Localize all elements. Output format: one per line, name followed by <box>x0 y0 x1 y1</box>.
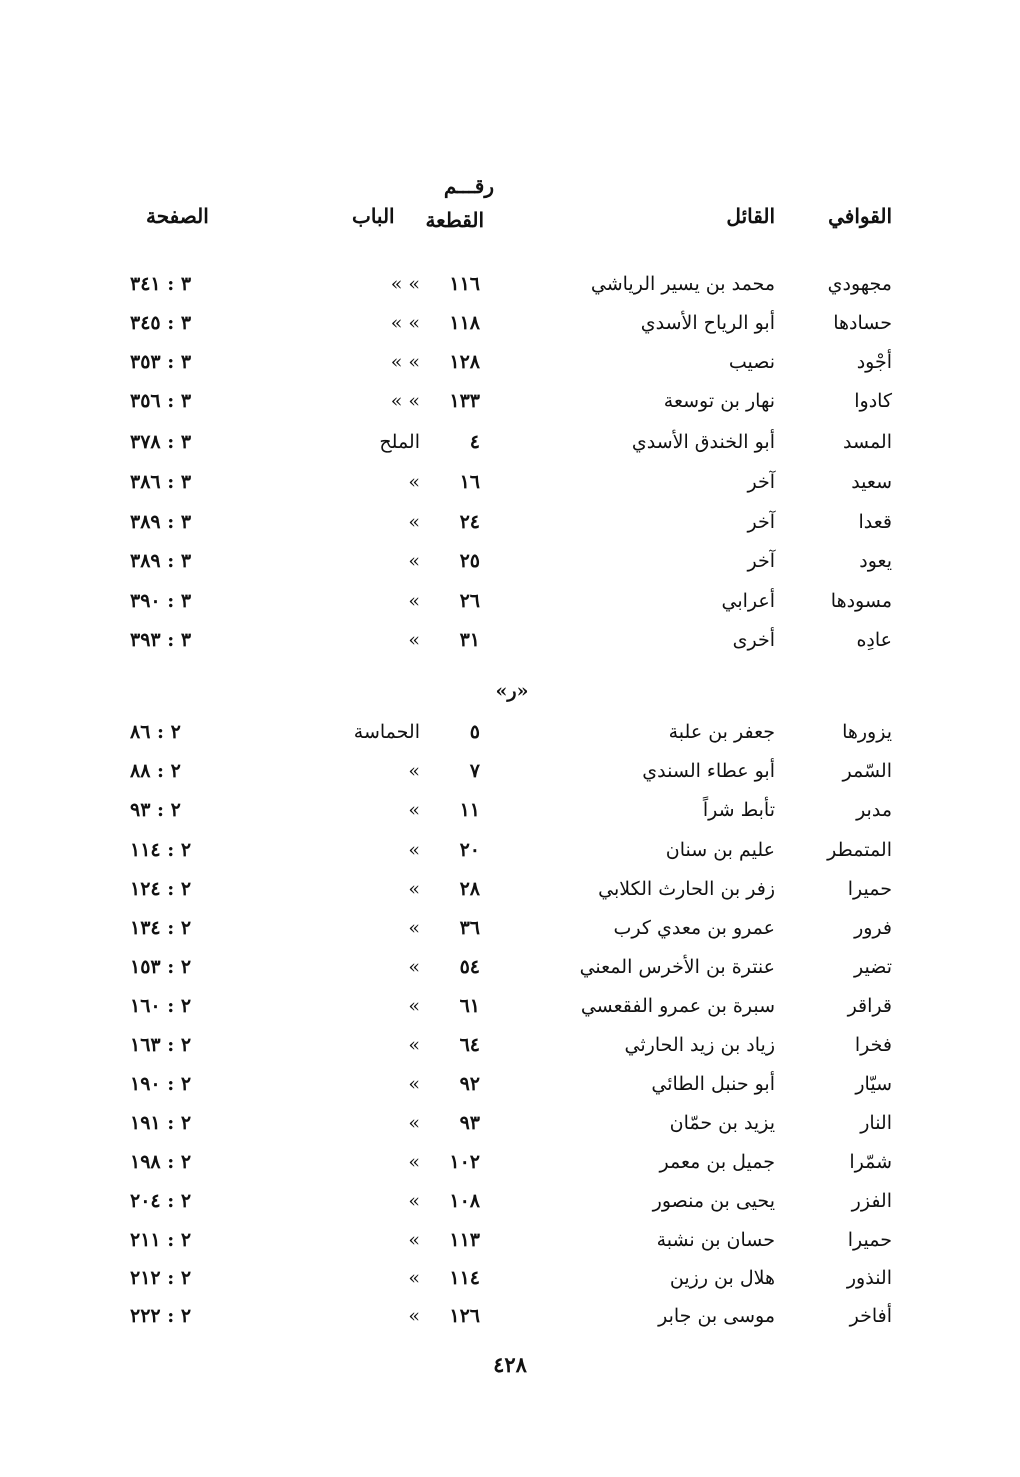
row-number: ٤ <box>469 431 480 453</box>
row-qafiya: سيّار <box>855 1073 892 1095</box>
row-qafiya: حميرا <box>847 1229 892 1251</box>
row-qail: آخر <box>747 511 775 533</box>
row-qail: عليم بن سنان <box>665 839 775 861</box>
row-number: ٣١ <box>459 629 480 651</box>
row-bab: » <box>408 878 420 900</box>
row-number: ٥٤ <box>459 956 480 978</box>
row-qafiya: أفاخر <box>849 1305 892 1327</box>
row-page: ٢ : ١٢٤ <box>130 878 192 900</box>
row-number: ٢٥ <box>459 550 480 572</box>
row-qail: أبو عطاء السندي <box>642 760 775 782</box>
row-qail: عمرو بن معدي كرب <box>613 917 775 939</box>
row-qail: يحيى بن منصور <box>652 1190 775 1212</box>
row-number: ١٣٣ <box>449 390 480 412</box>
row-bab: » » <box>390 273 420 295</box>
row-bab: » » <box>390 312 420 334</box>
row-bab: » <box>408 629 420 651</box>
row-number: ٦١ <box>459 995 480 1017</box>
row-bab: الحماسة <box>353 721 420 743</box>
header-qafiya: القوافي <box>828 204 892 228</box>
row-qafiya: النار <box>860 1112 892 1134</box>
row-page: ٢ : ١٩٨ <box>130 1151 192 1173</box>
row-page: ٢ : ١٥٣ <box>130 956 192 978</box>
row-number: ٢٦ <box>459 590 480 612</box>
row-number: ١١٨ <box>449 312 480 334</box>
row-page: ٢ : ١٣٤ <box>130 917 192 939</box>
row-qail: أخرى <box>732 629 775 651</box>
row-bab: » <box>408 760 420 782</box>
row-qail: آخر <box>747 550 775 572</box>
row-qail: نصيب <box>728 351 775 373</box>
row-bab: » » <box>390 390 420 412</box>
row-qafiya: فرور <box>854 917 892 939</box>
row-bab: » <box>408 471 420 493</box>
row-page: ٢ : ٨٦ <box>130 721 181 743</box>
row-qafiya: يعود <box>859 550 892 572</box>
row-qafiya: قعدا <box>858 511 892 533</box>
row-qafiya: حسادها <box>833 312 892 334</box>
row-qafiya: يزورها <box>842 721 892 743</box>
row-qail: موسى بن جابر <box>658 1305 775 1327</box>
row-qail: أعرابي <box>721 590 775 612</box>
row-qail: سبرة بن عمرو الفقعسي <box>580 995 775 1017</box>
row-number: ٧ <box>469 760 480 782</box>
row-page: ٣ : ٣٨٩ <box>130 511 192 533</box>
row-qafiya: السّمر <box>842 760 892 782</box>
header-qitaa: القطعة <box>425 208 484 232</box>
row-number: ١٦ <box>459 471 480 493</box>
header-bab: الباب <box>352 204 395 228</box>
row-qail: زياد بن زيد الحارثي <box>624 1034 775 1056</box>
row-number: ١١٤ <box>449 1267 480 1289</box>
row-number: ١١٣ <box>449 1229 480 1251</box>
row-qail: عنترة بن الأخرس المعني <box>579 956 775 978</box>
row-number: ١٢٨ <box>449 351 480 373</box>
row-page: ٢ : ١٦٠ <box>130 995 192 1017</box>
row-qafiya: مسودها <box>830 590 892 612</box>
row-qail: محمد بن يسير الرياشي <box>590 273 775 295</box>
row-qafiya: تضير <box>854 956 892 978</box>
row-number: ٦٤ <box>459 1034 480 1056</box>
row-bab: » <box>408 917 420 939</box>
row-bab: » <box>408 550 420 572</box>
row-qafiya: شمّرا <box>849 1151 892 1173</box>
row-bab: » <box>408 995 420 1017</box>
row-number: ٣٦ <box>459 917 480 939</box>
row-qafiya: فخرا <box>854 1034 892 1056</box>
row-page: ٣ : ٣٤١ <box>130 273 192 295</box>
row-bab: » <box>408 799 420 821</box>
row-bab: » <box>408 956 420 978</box>
row-bab: » <box>408 511 420 533</box>
row-qail: جميل بن معمر <box>659 1151 775 1173</box>
row-qafiya: الفزر <box>851 1190 892 1212</box>
row-qafiya: المسد <box>843 431 892 453</box>
row-bab: » » <box>390 351 420 373</box>
row-qail: آخر <box>747 471 775 493</box>
row-qail: حسان بن نشبة <box>656 1229 775 1251</box>
header-qail: القائل <box>726 204 775 228</box>
row-page: ٣ : ٣٨٦ <box>130 471 192 493</box>
row-page: ٢ : ٢٢٢ <box>130 1305 192 1327</box>
row-page: ٢ : ٢٠٤ <box>130 1190 192 1212</box>
row-page: ٢ : ٨٨ <box>130 760 181 782</box>
row-qafiya: النذور <box>846 1267 892 1289</box>
row-page: ٣ : ٣٤٥ <box>130 312 192 334</box>
row-number: ٢٠ <box>459 839 480 861</box>
row-number: ١١٦ <box>449 273 480 295</box>
row-number: ١٠٢ <box>449 1151 480 1173</box>
row-number: ٩٣ <box>459 1112 480 1134</box>
row-number: ١١ <box>459 799 480 821</box>
row-page: ٢ : ١٩١ <box>130 1112 192 1134</box>
row-page: ٢ : ٩٣ <box>130 799 181 821</box>
row-qafiya: أجْود <box>856 351 892 373</box>
row-qail: يزيد بن حمّان <box>669 1112 775 1134</box>
row-qail: زفر بن الحارث الكلابي <box>598 878 775 900</box>
row-qafiya: مجهودي <box>827 273 892 295</box>
row-number: ٢٤ <box>459 511 480 533</box>
row-number: ٢٨ <box>459 878 480 900</box>
row-page: ٣ : ٣٨٩ <box>130 550 192 572</box>
row-qail: تأبط شراً <box>702 799 775 821</box>
row-bab: » <box>408 839 420 861</box>
row-bab: » <box>408 1151 420 1173</box>
row-qail: أبو الخندق الأسدي <box>631 431 775 453</box>
row-bab: » <box>408 1073 420 1095</box>
row-page: ٢ : ١٩٠ <box>130 1073 192 1095</box>
row-page: ٣ : ٣٥٦ <box>130 390 192 412</box>
row-bab: » <box>408 1305 420 1327</box>
row-page: ٢ : ٢١١ <box>130 1229 192 1251</box>
header-raqm: رقـــم <box>443 174 494 198</box>
row-qafiya: قراقر <box>847 995 892 1017</box>
header-safha: الصفحة <box>146 204 209 228</box>
row-qafiya: مدبر <box>856 799 892 821</box>
row-qail: هلال بن رزين <box>669 1267 775 1289</box>
row-bab: الملح <box>379 431 420 453</box>
row-page: ٣ : ٣٩٠ <box>130 590 192 612</box>
row-page: ٣ : ٣٧٨ <box>130 431 192 453</box>
row-qafiya: كادوا <box>854 390 892 412</box>
row-page: ٢ : ١٦٣ <box>130 1034 192 1056</box>
row-number: ٥ <box>469 721 480 743</box>
row-number: ١٠٨ <box>449 1190 480 1212</box>
row-qail: أبو حنبل الطائي <box>651 1073 775 1095</box>
row-qafiya: المتمطر <box>827 839 892 861</box>
row-page: ٢ : ١١٤ <box>130 839 192 861</box>
row-qafiya: سعيد <box>851 471 892 493</box>
row-qafiya: حميرا <box>847 878 892 900</box>
row-qail: أبو الرياح الأسدي <box>640 312 775 334</box>
row-bab: » <box>408 1229 420 1251</box>
row-bab: » <box>408 590 420 612</box>
row-page: ٣ : ٣٥٣ <box>130 351 192 373</box>
row-qafiya: عادِه <box>856 629 892 651</box>
row-page: ٢ : ٢١٢ <box>130 1267 192 1289</box>
row-qail: نهار بن توسعة <box>663 390 775 412</box>
row-bab: » <box>408 1112 420 1134</box>
row-bab: » <box>408 1267 420 1289</box>
section-heading-ra: «ر» <box>495 680 529 702</box>
row-bab: » <box>408 1190 420 1212</box>
row-number: ٩٢ <box>459 1073 480 1095</box>
row-page: ٣ : ٣٩٣ <box>130 629 192 651</box>
row-number: ١٢٦ <box>449 1305 480 1327</box>
row-bab: » <box>408 1034 420 1056</box>
row-qail: جعفر بن علبة <box>668 721 775 743</box>
page-number: ٤٢٨ <box>493 1352 527 1377</box>
